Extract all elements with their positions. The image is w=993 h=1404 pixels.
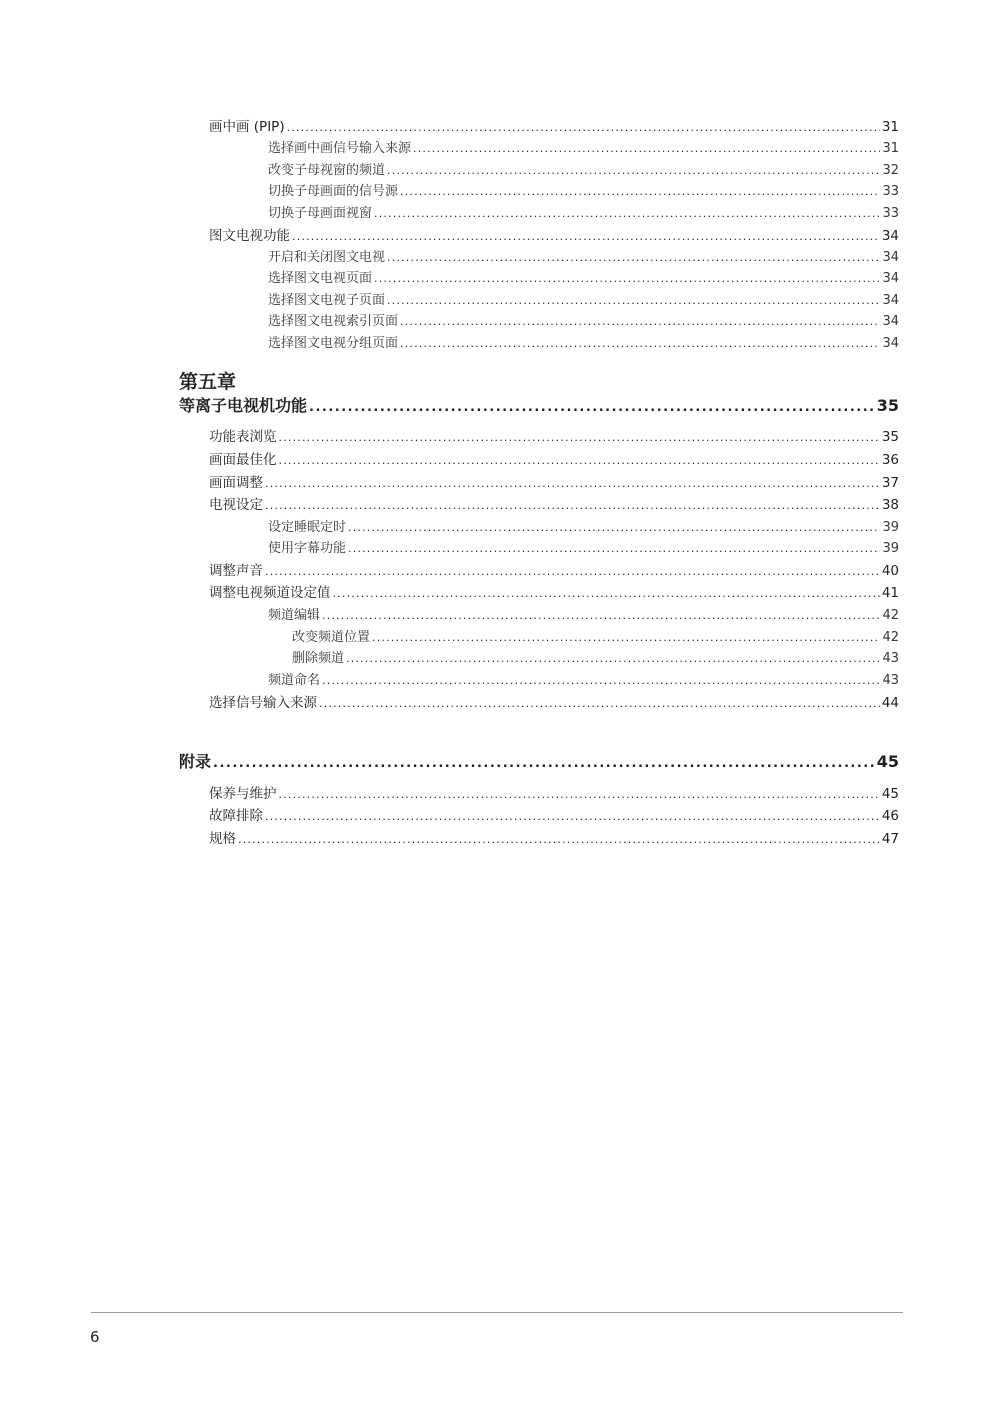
footer-divider (91, 1312, 903, 1313)
toc-entry-subtitle[interactable] (268, 540, 899, 558)
toc-entry-label: 故障排除 (209, 808, 263, 824)
toc-entry-label: 选择图文电视分组页面 (268, 336, 399, 351)
toc-entry-label: 频道命名 (268, 673, 321, 688)
toc-page-number: 32 (882, 163, 899, 178)
leader-dots (374, 205, 880, 223)
toc-entry-label: 选择图文电视子页面 (268, 293, 386, 308)
leader-dots (387, 162, 880, 180)
toc-entry-menu-browse[interactable] (209, 428, 899, 447)
page-number: 6 (90, 1328, 100, 1346)
toc-page-number: 42 (882, 630, 899, 645)
toc-entry-teletext-onoff[interactable] (268, 249, 899, 267)
leader-dots (265, 808, 880, 826)
toc-entry-label: 切换子母画面视窗 (268, 206, 373, 221)
toc-entry-label: 保养与维护 (209, 786, 277, 802)
toc-entry-label: 图文电视功能 (209, 228, 290, 244)
toc-entry-label: 改变子母视窗的频道 (268, 163, 386, 178)
toc-entry-sound[interactable] (209, 562, 899, 581)
toc-page-number: 42 (882, 608, 899, 623)
toc-entry-label: 频道编辑 (268, 608, 321, 623)
leader-dots (265, 475, 880, 493)
toc-entry-picture-best[interactable] (209, 451, 899, 470)
toc-page-number: 38 (881, 497, 899, 513)
toc-entry-label: 使用字幕功能 (268, 541, 347, 556)
toc-entry-specifications[interactable] (209, 830, 899, 849)
toc-entry-label: 画中画 (PIP) (209, 119, 285, 135)
toc-entry-input-source[interactable] (209, 694, 899, 713)
toc-entry-picture-adjust[interactable] (209, 474, 899, 493)
leader-dots (413, 140, 880, 158)
toc-entry-troubleshooting[interactable] (209, 807, 899, 826)
toc-page-number: 47 (881, 831, 899, 847)
leader-dots (374, 270, 880, 288)
leader-dots (333, 585, 880, 603)
toc-page-number: 43 (882, 673, 899, 688)
toc-entry-sleep-timer[interactable] (268, 519, 899, 537)
toc-entry-label: 附录 (179, 752, 212, 771)
toc-entry-label: 等离子电视机功能 (179, 396, 308, 415)
leader-dots (279, 429, 880, 447)
leader-dots (400, 183, 880, 201)
toc-entry-label: 选择图文电视页面 (268, 271, 373, 286)
toc-page-number: 45 (876, 752, 899, 771)
toc-page-number: 41 (881, 585, 899, 601)
toc-entry-label: 画面最佳化 (209, 452, 277, 468)
leader-dots (400, 313, 880, 331)
toc-page-number: 35 (881, 429, 899, 445)
toc-entry-channel-settings[interactable] (209, 584, 899, 603)
toc-entry-pip-channel[interactable] (268, 162, 899, 180)
toc-page-number: 43 (882, 651, 899, 666)
leader-dots (279, 452, 880, 470)
toc-page-number: 35 (876, 396, 899, 415)
leader-dots (279, 786, 880, 804)
toc-page-number: 33 (882, 206, 899, 221)
toc-page-number: 34 (881, 228, 899, 244)
leader-dots (319, 695, 880, 713)
leader-dots (292, 228, 880, 246)
toc-page-number: 34 (882, 336, 899, 351)
toc-entry-channel-delete[interactable] (292, 650, 899, 668)
toc-page-number: 31 (882, 141, 899, 156)
leader-dots (387, 292, 880, 310)
toc-entry-teletext-index[interactable] (268, 313, 899, 331)
toc-page-number: 44 (881, 695, 899, 711)
toc-page-number: 31 (881, 119, 899, 135)
leader-dots (265, 563, 880, 581)
toc-entry-pip[interactable] (209, 118, 899, 137)
toc-page-number: 34 (882, 314, 899, 329)
toc-page-number: 40 (881, 563, 899, 579)
toc-entry-label: 调整声音 (209, 563, 263, 579)
leader-dots (346, 650, 880, 668)
toc-page-number: 39 (882, 520, 899, 535)
toc-entry-label: 选择信号输入来源 (209, 695, 317, 711)
toc-entry-pip-switch-window[interactable] (268, 205, 899, 223)
toc-entry-label: 选择画中画信号输入来源 (268, 141, 412, 156)
toc-entry-teletext-subpage[interactable] (268, 292, 899, 310)
leader-dots (400, 335, 880, 353)
leader-dots (372, 629, 880, 647)
toc-page-number: 36 (881, 452, 899, 468)
toc-page-number: 45 (881, 786, 899, 802)
toc-entry-label: 调整电视频道设定值 (209, 585, 331, 601)
leader-dots (287, 119, 880, 137)
leader-dots (213, 754, 875, 774)
toc-entry-label: 切换子母画面的信号源 (268, 184, 399, 199)
toc-entry-teletext-page[interactable] (268, 270, 899, 288)
toc-entry-label: 删除频道 (292, 651, 345, 666)
leader-dots (322, 607, 880, 625)
toc-entry-label: 功能表浏览 (209, 429, 277, 445)
toc-entry-label: 开启和关闭图文电视 (268, 250, 386, 265)
leader-dots (348, 519, 880, 537)
toc-entry-channel-position[interactable] (292, 629, 899, 647)
toc-page-number: 37 (881, 475, 899, 491)
toc-entry-channel-edit[interactable] (268, 607, 899, 625)
toc-entry-label: 电视设定 (209, 497, 263, 513)
toc-entry-tv-settings[interactable] (209, 496, 899, 515)
toc-entry-label: 规格 (209, 831, 236, 847)
toc-entry-label: 改变频道位置 (292, 630, 371, 645)
leader-dots (322, 672, 880, 690)
toc-page-number: 34 (882, 293, 899, 308)
leader-dots (387, 249, 880, 267)
leader-dots (309, 398, 875, 418)
toc-page-number: 39 (882, 541, 899, 556)
toc-entry-teletext[interactable] (209, 227, 899, 246)
leader-dots (265, 497, 880, 515)
chapter-heading: 第五章 (179, 371, 237, 393)
toc-entry-maintenance[interactable] (209, 785, 899, 804)
toc-page-number: 46 (881, 808, 899, 824)
toc-chapter-appendix[interactable] (179, 752, 899, 774)
leader-dots (238, 831, 880, 849)
toc-entry-pip-source[interactable] (268, 140, 899, 158)
toc-chapter-plasma-tv[interactable] (179, 396, 899, 418)
toc-entry-pip-switch-source[interactable] (268, 183, 899, 201)
toc-entry-teletext-group[interactable] (268, 335, 899, 353)
toc-page-number: 33 (882, 184, 899, 199)
leader-dots (348, 540, 880, 558)
toc-entry-label: 选择图文电视索引页面 (268, 314, 399, 329)
toc-entry-channel-name[interactable] (268, 672, 899, 690)
toc-entry-label: 设定睡眠定时 (268, 520, 347, 535)
toc-page-number: 34 (882, 271, 899, 286)
toc-page-number: 34 (882, 250, 899, 265)
toc-entry-label: 画面调整 (209, 475, 263, 491)
